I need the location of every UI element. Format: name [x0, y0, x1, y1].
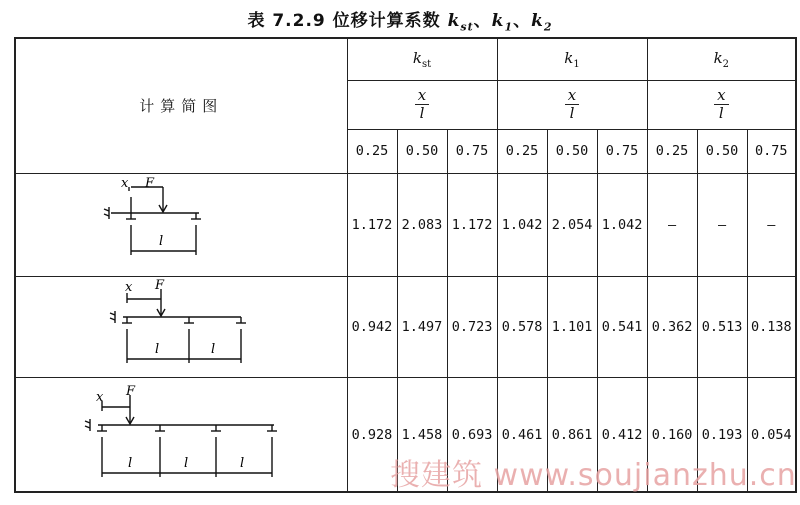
title-k2-k: k	[531, 11, 544, 31]
watermark: 搜建筑 www.soujianzhu.cn	[390, 458, 797, 493]
beam-diagram-three-span	[15, 378, 347, 492]
table-title	[0, 6, 800, 33]
table-cell: 1.172	[347, 173, 397, 276]
table-cell: 1.042	[497, 173, 547, 276]
diagram-l-label: l	[155, 342, 160, 358]
ratio-header	[647, 80, 796, 129]
table-cell: —	[647, 173, 697, 276]
group-header-k2	[647, 38, 796, 80]
diagram-column-header: 计算简图	[15, 38, 347, 173]
title-k1	[491, 11, 514, 34]
table-row	[15, 276, 796, 377]
ratio-header	[347, 80, 497, 129]
ratio-value: 0.75	[747, 129, 796, 173]
beam-diagram-two-span	[15, 276, 347, 377]
diagram-l-label: l	[184, 455, 189, 471]
title-k2-sub: 2	[543, 20, 553, 34]
ratio-den: l	[419, 104, 425, 123]
table-cell: 0.160	[647, 378, 697, 492]
table-cell: 0.928	[347, 378, 397, 492]
beam-diagram-one-span	[15, 173, 347, 276]
diagram-f-label: F	[145, 176, 155, 191]
title-sep: 、	[513, 11, 532, 31]
title-k1-sub: 1	[504, 20, 514, 34]
ratio-den: l	[718, 104, 724, 123]
table-cell: 0.578	[497, 276, 547, 377]
k1-sub: 1	[573, 58, 580, 70]
title-sep: 、	[473, 11, 492, 31]
ratio-num: x	[415, 87, 429, 105]
diagram-f-label: F	[155, 279, 165, 294]
title-k1-k: k	[491, 11, 505, 31]
ratio-value: 0.50	[547, 129, 597, 173]
ratio-value: 0.25	[347, 129, 397, 173]
title-text: 表 7.2.9 位移计算系数	[247, 11, 448, 31]
table-cell: 0.942	[347, 276, 397, 377]
table-cell: 2.054	[547, 173, 597, 276]
k2-k: k	[713, 48, 723, 67]
kst-sub: st	[421, 58, 432, 70]
three-span-beam-diagram	[76, 381, 286, 485]
two-span-beam-diagram	[101, 279, 261, 371]
table-cell: 0.693	[447, 378, 497, 492]
table-cell: 0.362	[647, 276, 697, 377]
kst-k: k	[412, 48, 422, 67]
table-cell: 1.042	[597, 173, 647, 276]
table-cell: 0.513	[697, 276, 747, 377]
table-cell: 0.861	[547, 378, 597, 492]
ratio-num: x	[565, 87, 579, 105]
diagram-l-label: l	[128, 455, 133, 471]
table-cell: 1.497	[397, 276, 447, 377]
title-kst-k: k	[447, 11, 461, 31]
table-cell: 0.461	[497, 378, 547, 492]
ratio-den: l	[569, 104, 575, 123]
diagram-f-label: F	[126, 383, 136, 399]
header-row-k	[15, 38, 796, 80]
title-k2	[531, 11, 553, 34]
x-over-l	[415, 87, 429, 122]
ratio-value: 0.25	[647, 129, 697, 173]
k1-k: k	[564, 48, 574, 67]
table-cell: 0.723	[447, 276, 497, 377]
table-cell: 1.172	[447, 173, 497, 276]
ratio-value: 0.50	[697, 129, 747, 173]
ratio-value: 0.25	[497, 129, 547, 173]
table-cell: 1.458	[397, 378, 447, 492]
k2-sub: 2	[722, 58, 730, 70]
diagram-x-label: x	[125, 280, 133, 296]
diagram-x-label: x	[121, 176, 129, 191]
table-cell: 0.541	[597, 276, 647, 377]
ratio-value: 0.75	[597, 129, 647, 173]
table-cell: 1.101	[547, 276, 597, 377]
ratio-value: 0.50	[397, 129, 447, 173]
table-cell: 2.083	[397, 173, 447, 276]
table-row	[15, 173, 796, 276]
group-header-k1	[497, 38, 647, 80]
ratio-header	[497, 80, 647, 129]
table-cell: 0.193	[697, 378, 747, 492]
ratio-num: x	[714, 87, 728, 105]
diagram-l-label: l	[159, 233, 164, 249]
table-cell: 0.054	[747, 378, 796, 492]
table-cell: —	[697, 173, 747, 276]
table-cell: 0.412	[597, 378, 647, 492]
coefficient-table	[14, 37, 797, 493]
x-over-l	[565, 87, 579, 122]
table-cell: —	[747, 173, 796, 276]
title-kst	[447, 11, 474, 34]
ratio-value: 0.75	[447, 129, 497, 173]
one-span-beam-diagram	[101, 177, 261, 269]
group-header-kst	[347, 38, 497, 80]
diagram-l-label: l	[240, 455, 245, 471]
diagram-l-label: l	[211, 342, 216, 358]
table-cell: 0.138	[747, 276, 796, 377]
diagram-x-label: x	[96, 389, 104, 405]
title-kst-sub: st	[460, 20, 474, 34]
x-over-l	[714, 87, 728, 122]
